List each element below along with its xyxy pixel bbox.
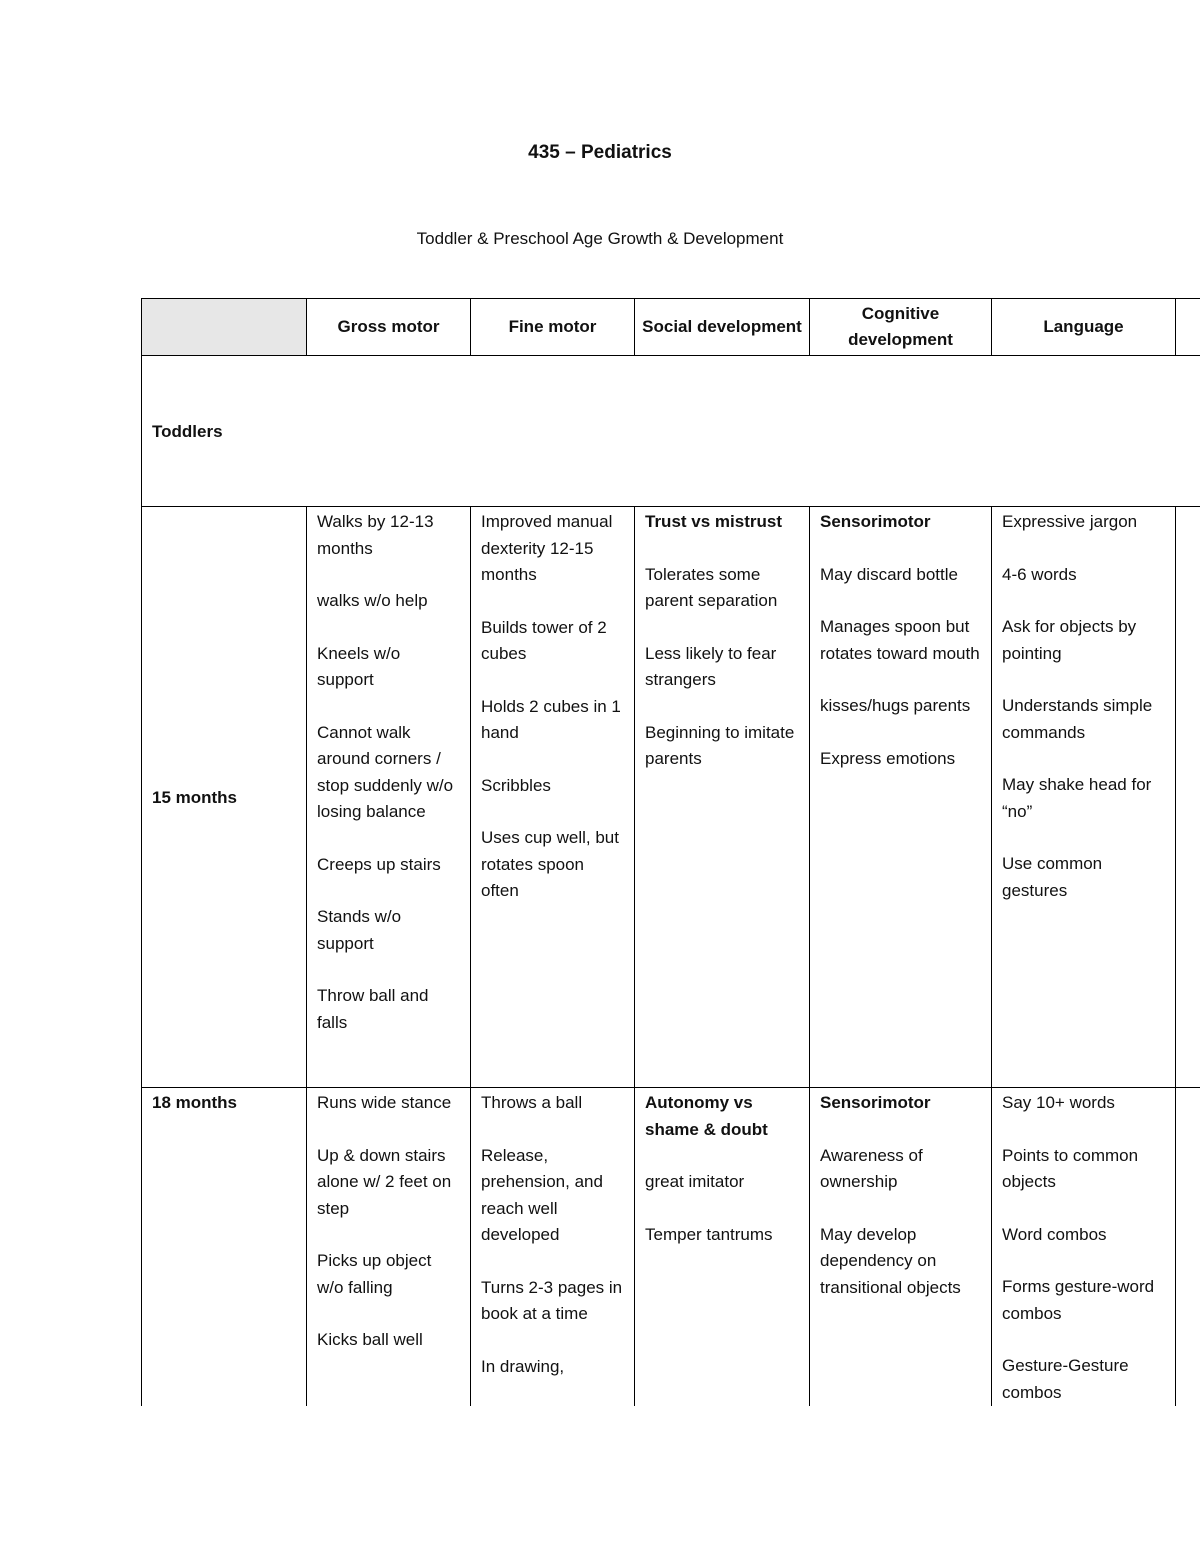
list-item: Kicks ball well (317, 1330, 423, 1349)
list-item: Uses cup well, but rotates spoon often (481, 828, 619, 900)
stage-heading: Sensorimotor (820, 1093, 931, 1112)
list-item: Picks up object w/o falling (317, 1251, 432, 1297)
header-language: Language (992, 299, 1176, 356)
cognitive-cell (810, 1088, 992, 1407)
list-item: Throws a ball (481, 1093, 583, 1112)
age-label: 18 months (142, 1088, 307, 1407)
stage-heading: Autonomy vs shame & doubt (645, 1093, 768, 1139)
section-row-toddlers (142, 356, 1200, 507)
list-item: May develop dependency on transitional objects (820, 1224, 961, 1297)
list-item: Turns 2-3 pages in book at a time (481, 1277, 623, 1323)
header-extra (1176, 299, 1200, 356)
social-cell (635, 507, 810, 1088)
list-item: Forms gesture-word combos (1002, 1277, 1155, 1323)
list-item: Improved manual dexterity 12-15 months (481, 512, 613, 584)
list-item: Understands simple commands (1002, 696, 1153, 742)
list-item: Manages spoon but rotates toward mouth (820, 617, 980, 663)
extra-cell (1176, 507, 1200, 1088)
list-item: Word combos (1002, 1224, 1107, 1244)
list-item: great imitator (645, 1172, 745, 1191)
list-item: Release, prehension, and reach well developed (481, 1145, 603, 1244)
list-item: Stands w/o support (317, 907, 402, 953)
list-item: Say 10+ words (1002, 1093, 1115, 1112)
list-item: 4-6 words (1002, 564, 1077, 584)
header-row (142, 299, 1200, 356)
language-cell (992, 1088, 1176, 1407)
header-gross-motor: Gross motor (307, 299, 471, 356)
list-item: Beginning to imitate parents (645, 722, 795, 768)
list-item: Runs wide stance (317, 1093, 452, 1112)
list-item: Tolerates some parent separation (645, 564, 778, 610)
table-row (142, 1088, 1200, 1407)
list-item: Kneels w/o support (317, 643, 401, 689)
section-label: Toddlers (142, 356, 1200, 507)
header-fine-motor: Fine motor (471, 299, 635, 356)
development-table-wrapper (141, 298, 1200, 1406)
cognitive-cell (810, 507, 992, 1088)
list-item: Walks by 12-13 months (317, 512, 434, 558)
development-table (141, 298, 1200, 1406)
list-item: Use common gestures (1002, 854, 1103, 900)
language-cell (992, 507, 1176, 1088)
list-item: Holds 2 cubes in 1 hand (481, 696, 621, 742)
list-item: Scribbles (481, 775, 551, 795)
list-item: Temper tantrums (645, 1224, 773, 1244)
list-item: In drawing, (481, 1356, 565, 1376)
gross-motor-cell (307, 507, 471, 1088)
list-item: Points to common objects (1002, 1145, 1139, 1191)
header-corner (142, 299, 307, 356)
list-item: May shake head for “no” (1002, 775, 1152, 821)
header-cognitive-development: Cognitive development (810, 299, 992, 356)
fine-motor-cell (471, 507, 635, 1088)
stage-heading: Trust vs mistrust (645, 512, 782, 531)
list-item: Up & down stairs alone w/ 2 feet on step (317, 1145, 452, 1218)
list-item: Express emotions (820, 748, 956, 768)
list-item: Gesture-Gesture combos (1002, 1356, 1129, 1402)
age-label: 15 months (142, 507, 307, 1088)
gross-motor-cell (307, 1088, 471, 1407)
extra-cell (1176, 1088, 1200, 1407)
stage-heading: Sensorimotor (820, 512, 931, 531)
table-row (142, 507, 1200, 1088)
document-subtitle: Toddler & Preschool Age Growth & Development (416, 229, 784, 248)
social-cell (635, 1088, 810, 1407)
list-item: Ask for objects by pointing (1002, 617, 1137, 663)
list-item: Less likely to fear strangers (645, 643, 777, 689)
fine-motor-cell (471, 1088, 635, 1407)
list-item: walks w/o help (317, 591, 428, 610)
document-title: 435 – Pediatrics (528, 142, 672, 163)
list-item: May discard bottle (820, 564, 958, 584)
list-item: Throw ball and falls (317, 986, 429, 1032)
list-item: Builds tower of 2 cubes (481, 617, 607, 663)
list-item: Cannot walk around corners / stop suddenly w/o losing balance (317, 722, 454, 821)
list-item: Expressive jargon (1002, 512, 1138, 531)
list-item: kisses/hugs parents (820, 696, 971, 715)
list-item: Creeps up stairs (317, 854, 441, 874)
list-item: Awareness of ownership (820, 1145, 923, 1191)
header-social-development: Social development (635, 299, 810, 356)
